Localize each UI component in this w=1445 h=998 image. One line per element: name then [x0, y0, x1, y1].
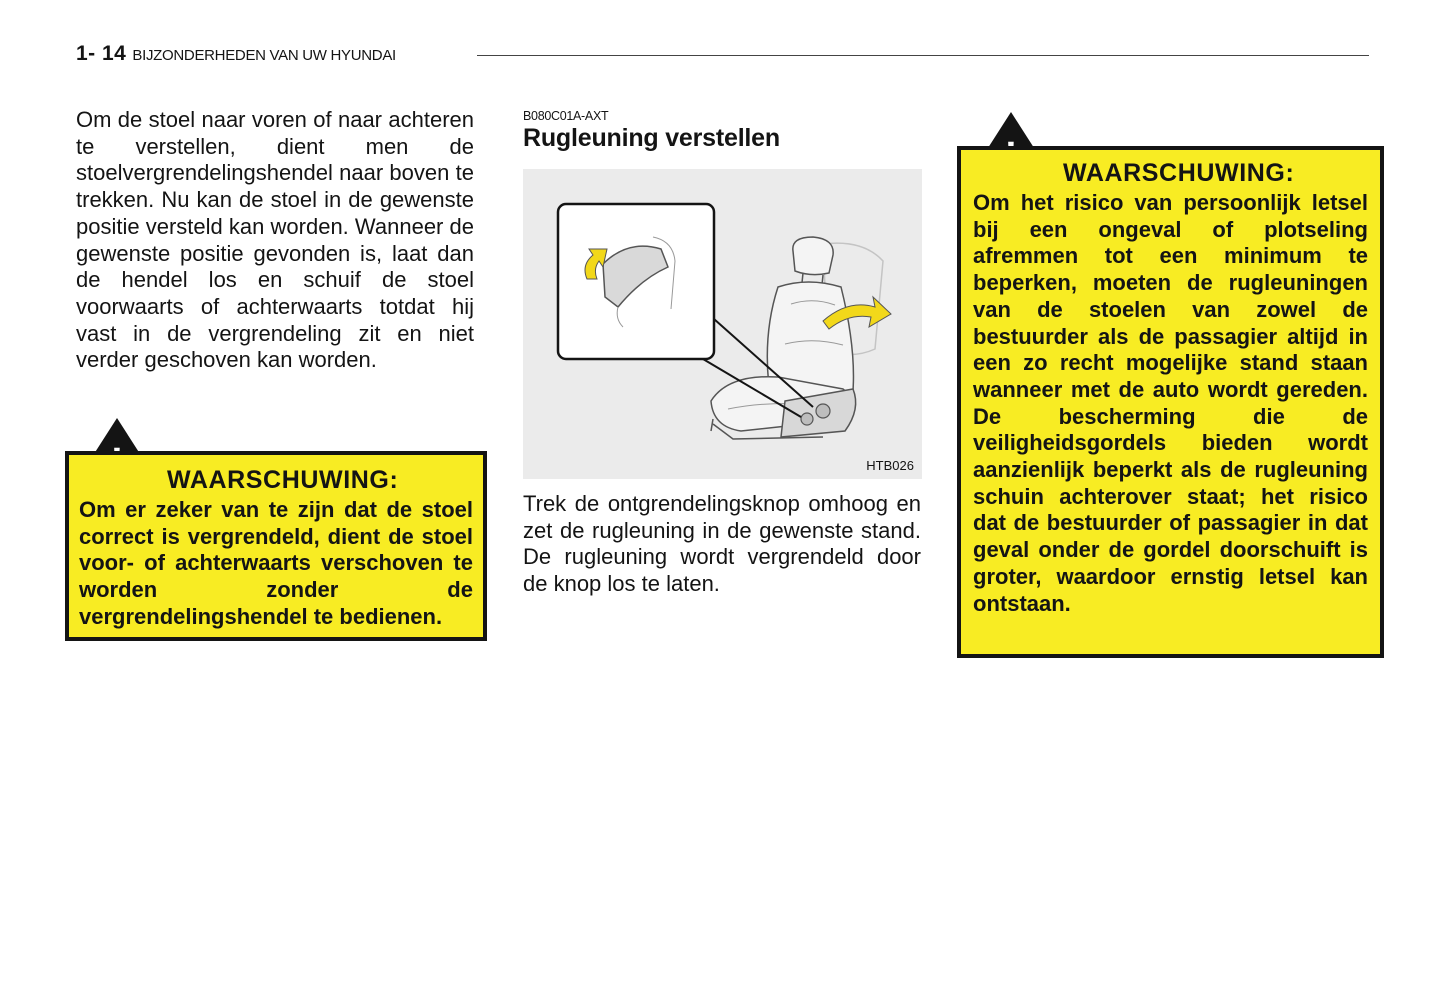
warning-body: Om er zeker van te zijn dat de stoel correct is vergrendeld, dient de stoel voor- of achterwaarts verschoven te worden zonder de vergrendelingshendel te bedienen. — [79, 497, 473, 629]
section-heading: Rugleuning verstellen — [523, 124, 780, 152]
section-title: BIJZONDERHEDEN VAN UW HYUNDAI — [132, 47, 396, 64]
left-paragraph: Om de stoel naar voren of naar achteren te verstellen, dient men de stoelvergrendelingshendel naar boven te trekken. Nu kan de stoel in de gewenste positie versteld kan worden. Wanneer de gewenste positie gevonden is, laat dan de hendel los en schuif de stoel voorwaarts of achterwaarts totdat hij vast in de vergrendeling zit en niet verder geschoven kan worden. — [76, 107, 474, 373]
seat-illustration — [523, 169, 922, 479]
section-code: B080C01A-AXT — [523, 109, 609, 123]
warning-title: WAARSCHUWING: — [1063, 159, 1295, 187]
middle-paragraph: Trek de ontgrendelingsknop omhoog en zet de rugleuning in de gewenste stand. De rugleuning wordt vergrendeld door de knop los te laten. — [523, 491, 921, 597]
figure-code: HTB026 — [866, 458, 914, 473]
header-divider — [477, 55, 1369, 56]
warning-body: Om het risico van persoonlijk letsel bij een ongeval of plotseling afremmen tot een minimum te beperken, moeten de rugleuningen van de stoelen van zowel de bestuurder als de passagier altijd in een zo recht mogelijke stand staan wanneer met de auto wordt gereden. De bescherming die de veiligheidsgordels bieden wordt aanzienlijk beperkt als de rugleuning schuin achterover staat; het risico dat de bestuurder of passagier in dat geval onder de gordel doorschuift is groter, waardoor ernstig letsel kan ontstaan. — [973, 190, 1368, 616]
page-header — [76, 42, 396, 70]
warning-box-recline — [957, 146, 1384, 658]
seat-figure — [523, 169, 922, 479]
warning-box-seat-lock — [65, 451, 487, 641]
page-number: 1- 14 — [76, 42, 127, 65]
seat-slide-instructions — [76, 107, 474, 374]
recline-instructions — [523, 491, 921, 598]
warning-title: WAARSCHUWING: — [167, 466, 399, 494]
